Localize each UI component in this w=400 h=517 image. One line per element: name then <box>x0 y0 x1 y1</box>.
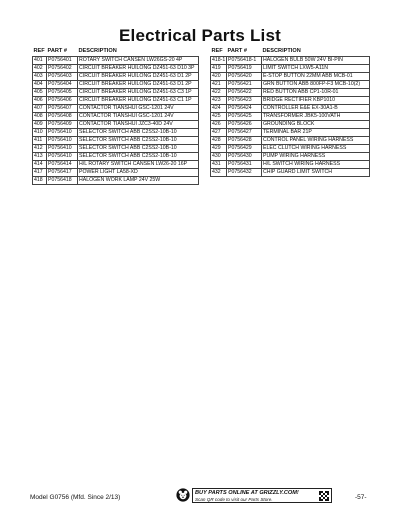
part-number-cell: P0756424 <box>227 105 262 113</box>
ad-headline: BUY PARTS ONLINE AT GRIZZLY.COM! <box>195 490 299 496</box>
table-row <box>33 161 199 169</box>
part-number-cell: P0756414 <box>47 161 78 169</box>
grizzly-bear-icon <box>176 488 190 502</box>
table-row <box>211 113 370 121</box>
part-number-cell: P0756426 <box>227 121 262 129</box>
part-number-cell: P0756408 <box>47 113 78 121</box>
description-cell: GROUNDING BLOCK <box>262 121 370 129</box>
description-cell: HALOGEN BULB 50W 24V BI-PIN <box>262 57 370 65</box>
part-number-cell: P0756418-1 <box>227 57 262 65</box>
table-row <box>211 161 370 169</box>
part-number-cell: P0756422 <box>227 89 262 97</box>
table-row <box>33 153 199 161</box>
description-cell: SELECTOR SWITCH ABB C2SS2-10B-10 <box>78 153 199 161</box>
qr-code-icon[interactable] <box>319 491 329 501</box>
part-number-cell: P0756421 <box>227 81 262 89</box>
description-cell: GRN BUTTON ABB 800FP-F3 MCB-10(2) <box>262 81 370 89</box>
ref-cell: 418 <box>33 177 47 185</box>
description-cell: TERMINAL BAR 21P <box>262 129 370 137</box>
table-row <box>33 89 199 97</box>
part-number-cell: P0756430 <box>227 153 262 161</box>
ad-subline: Scan QR code to visit our Parts Store. <box>195 496 273 502</box>
table-row <box>33 57 199 65</box>
description-cell: CONTACTOR TIANSHUI JZC3-40D 24V <box>78 121 199 129</box>
ref-cell: 405 <box>33 89 47 97</box>
table-row <box>211 81 370 89</box>
ref-cell: 403 <box>33 73 47 81</box>
table-row <box>211 89 370 97</box>
part-number-cell: P0756407 <box>47 105 78 113</box>
ref-cell: 404 <box>33 81 47 89</box>
part-number-cell: P0756402 <box>47 65 78 73</box>
part-number-cell: P0756409 <box>47 121 78 129</box>
ref-cell: 428 <box>211 137 227 145</box>
ref-cell: 429 <box>211 145 227 153</box>
description-cell: CIRCUIT BREAKER HUILONG DZ451-63 D1 2P <box>78 81 199 89</box>
description-cell: CONTACTOR TIANSHUI GSC-1201 24V <box>78 105 199 113</box>
ref-cell: 413 <box>33 153 47 161</box>
description-cell: CIRCUIT BREAKER HUILONG DZ451-63 C3 1P <box>78 89 199 97</box>
table-row <box>211 73 370 81</box>
description-cell: H/L SWITCH WIRING HARNESS <box>262 161 370 169</box>
description-cell: PUMP WIRING HARNESS <box>262 153 370 161</box>
table-row <box>211 153 370 161</box>
table-row <box>211 145 370 153</box>
part-number-cell: P0756404 <box>47 81 78 89</box>
description-cell: BRIDGE RECTIFIER KBP1010 <box>262 97 370 105</box>
part-number-cell: P0756432 <box>227 169 262 177</box>
description-cell: TRANSFORMER JBK5-100VATH <box>262 113 370 121</box>
part-number-cell: P0756431 <box>227 161 262 169</box>
part-number-cell: P0756410 <box>47 145 78 153</box>
ref-cell: 421 <box>211 81 227 89</box>
table-row <box>211 137 370 145</box>
page-number: -57- <box>355 494 367 501</box>
table-row <box>211 105 370 113</box>
ref-cell: 426 <box>211 121 227 129</box>
table-row <box>211 169 370 177</box>
ref-cell: 406 <box>33 97 47 105</box>
header-description: DESCRIPTION <box>78 48 117 54</box>
description-cell: SELECTOR SWITCH ABB C2SS2-10B-10 <box>78 129 199 137</box>
part-number-cell: P0756420 <box>227 73 262 81</box>
part-number-cell: P0756428 <box>227 137 262 145</box>
header-ref: REF <box>33 48 45 54</box>
ref-cell: 401 <box>33 57 47 65</box>
ref-cell: 422 <box>211 89 227 97</box>
part-number-cell: P0756427 <box>227 129 262 137</box>
ref-cell: 419 <box>211 65 227 73</box>
table-row <box>211 129 370 137</box>
part-number-cell: P0756425 <box>227 113 262 121</box>
table-row <box>211 65 370 73</box>
part-number-cell: P0756403 <box>47 73 78 81</box>
ref-cell: 418-1 <box>212 57 226 63</box>
header-part: PART # <box>47 48 67 54</box>
table-row <box>33 169 199 177</box>
ref-cell: 407 <box>33 105 47 113</box>
table-row <box>33 73 199 81</box>
ref-cell: 423 <box>211 97 227 105</box>
part-number-cell: P0756410 <box>47 129 78 137</box>
ref-cell: 432 <box>211 169 227 177</box>
ref-cell: 408 <box>33 113 47 121</box>
description-cell: H/L ROTARY SWITCH CANSEN LW26-20 16P <box>78 161 199 169</box>
description-cell: ELEC CLUTCH WIRING HARNESS <box>262 145 370 153</box>
description-cell: CIRCUIT BREAKER HUILONG DZ451-63 D1 2P <box>78 73 199 81</box>
ref-cell: 427 <box>211 129 227 137</box>
description-cell: CIRCUIT BREAKER HUILONG DZ451-63 C1 1P <box>78 97 199 105</box>
description-cell: HALOGEN WORK LAMP 24V 25W <box>78 177 199 185</box>
part-number-cell: P0756405 <box>47 89 78 97</box>
ref-cell: 414 <box>33 161 47 169</box>
table-header <box>211 48 370 57</box>
ref-cell: 430 <box>211 153 227 161</box>
description-cell: SELECTOR SWITCH ABB C2SS2-10B-10 <box>78 145 199 153</box>
description-cell: CONTROLLER E&E EX-30A1-B <box>262 105 370 113</box>
table-row <box>33 121 199 129</box>
part-number-cell: P0756401 <box>47 57 78 65</box>
description-cell: CHIP GUARD LIMIT SWITCH <box>262 169 370 177</box>
part-number-cell: P0756418 <box>47 177 78 185</box>
header-part: PART # <box>227 48 247 54</box>
parts-table-left <box>32 48 199 185</box>
table-row <box>33 177 199 185</box>
parts-store-ad[interactable] <box>192 488 332 503</box>
description-cell: RED BUTTON ABB CP1-10R-01 <box>262 89 370 97</box>
part-number-cell: P0756406 <box>47 97 78 105</box>
ref-cell: 431 <box>211 161 227 169</box>
description-cell: LIMIT SWITCH LXW5-A11N <box>262 65 370 73</box>
part-number-cell: P0756410 <box>47 153 78 161</box>
ref-cell: 424 <box>211 105 227 113</box>
header-description: DESCRIPTION <box>262 48 301 54</box>
table-row <box>33 97 199 105</box>
table-row <box>211 57 370 65</box>
description-cell: E-STOP BUTTON 22MM ABB MCB-01 <box>262 73 370 81</box>
part-number-cell: P0756423 <box>227 97 262 105</box>
ref-cell: 420 <box>211 73 227 81</box>
table-row <box>211 97 370 105</box>
part-number-cell: P0756417 <box>47 169 78 177</box>
description-cell: SELECTOR SWITCH ABB C2SS2-10B-10 <box>78 137 199 145</box>
table-row <box>33 105 199 113</box>
table-row <box>33 81 199 89</box>
description-cell: ROTARY SWITCH CANSEN LW26GS-20 4P <box>78 57 199 65</box>
page-title: Electrical Parts List <box>119 26 281 45</box>
ref-cell: 411 <box>33 137 47 145</box>
description-cell: CIRCUIT BREAKER HUILONG DZ451-63 D10 3P <box>78 65 199 73</box>
ref-cell: 417 <box>33 169 47 177</box>
table-row <box>33 65 199 73</box>
footer-model: Model G0756 (Mfd. Since 2/13) <box>30 494 121 501</box>
table-row <box>33 137 199 145</box>
header-ref: REF <box>211 48 223 54</box>
parts-table-right <box>210 48 370 177</box>
ref-cell: 412 <box>33 145 47 153</box>
table-row <box>211 121 370 129</box>
ref-cell: 410 <box>33 129 47 137</box>
table-row <box>33 145 199 153</box>
ref-cell: 409 <box>33 121 47 129</box>
part-number-cell: P0756410 <box>47 137 78 145</box>
ref-cell: 425 <box>211 113 227 121</box>
table-row <box>33 129 199 137</box>
table-header <box>33 48 199 57</box>
part-number-cell: P0756419 <box>227 65 262 73</box>
part-number-cell: P0756429 <box>227 145 262 153</box>
ref-cell: 402 <box>33 65 47 73</box>
description-cell: POWER LIGHT LA58-XD <box>78 169 199 177</box>
description-cell: CONTACTOR TIANSHUI GSC-1201 24V <box>78 113 199 121</box>
table-row <box>33 113 199 121</box>
description-cell: CONTROL PANEL WIRING HARNESS <box>262 137 370 145</box>
